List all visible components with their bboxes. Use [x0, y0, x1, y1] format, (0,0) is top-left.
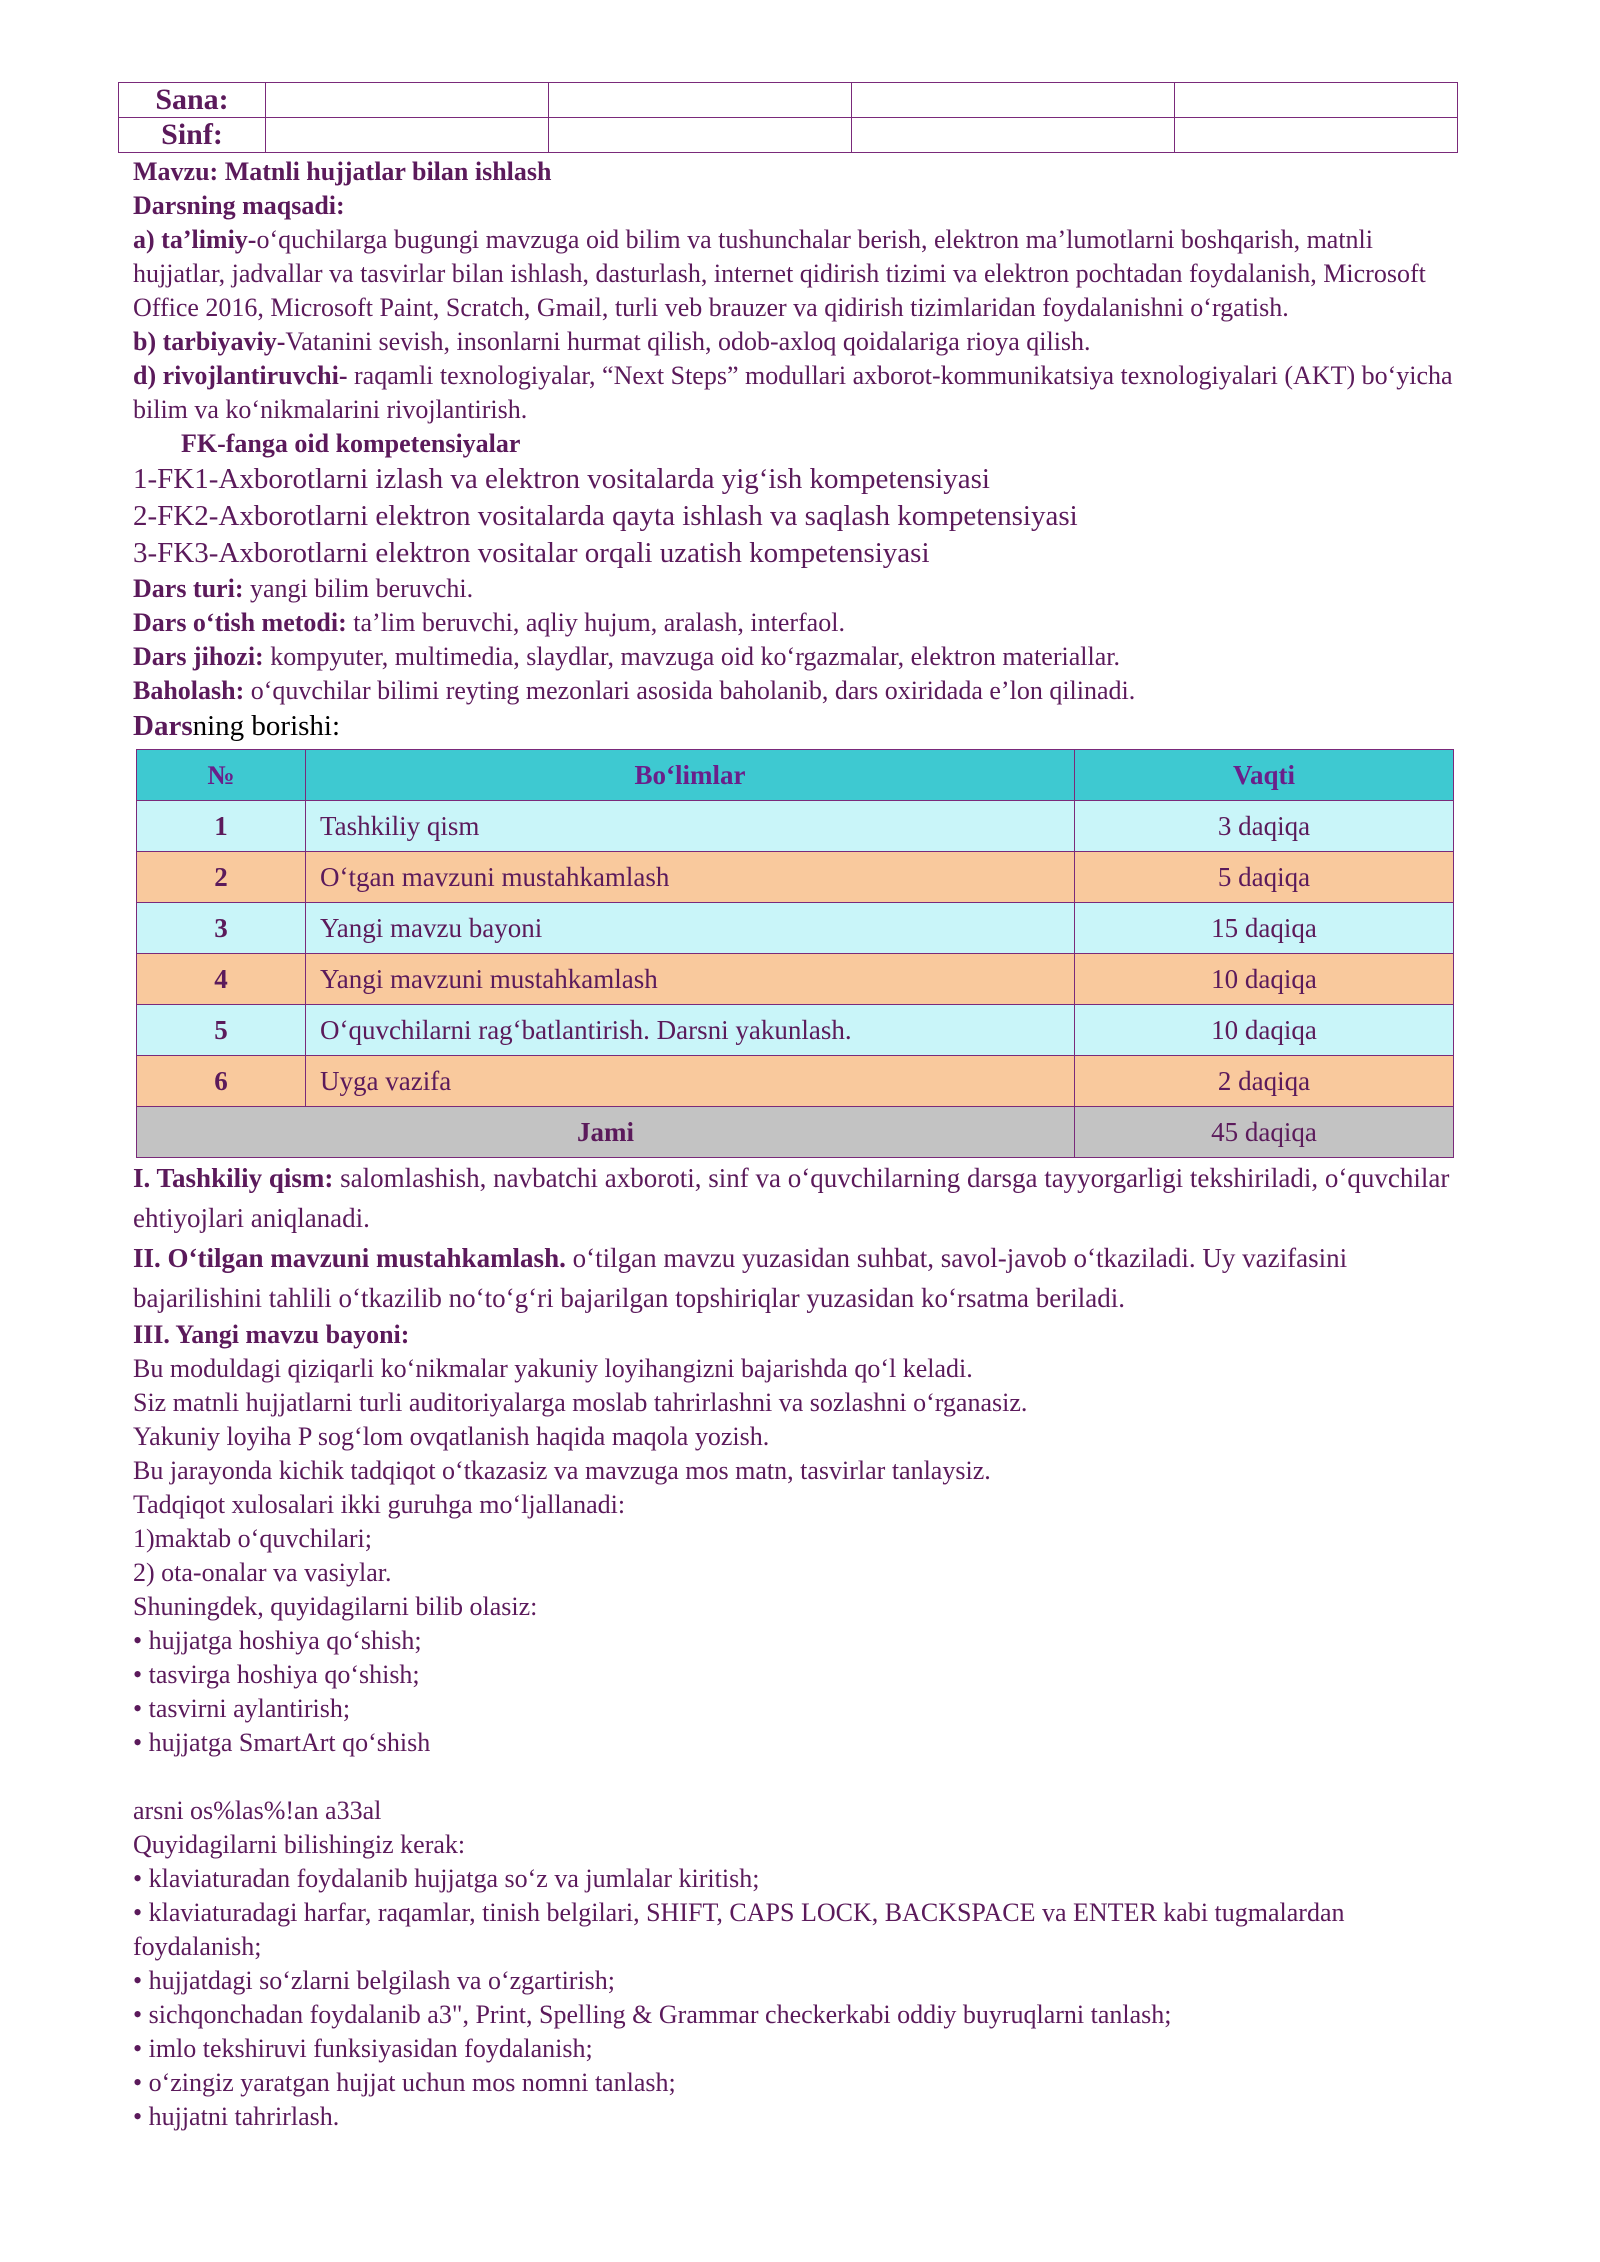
row-time: 2 daqiqa: [1075, 1056, 1454, 1107]
row-num: 4: [137, 954, 306, 1005]
section-2-label: II. O‘tilgan mavzuni mustahkamlash.: [133, 1243, 566, 1273]
text-line: Quyidagilarni bilishingiz kerak:: [133, 1830, 466, 1859]
text-line: • hujjatni tahrirlash.: [133, 2102, 340, 2131]
dars-jihozi-label: Dars jihozi:: [133, 642, 264, 671]
table-row: [137, 954, 1454, 1005]
sana-label: Sana:: [119, 83, 266, 118]
mavzu-line: [133, 155, 1463, 189]
sinf-cell: [266, 118, 549, 153]
text-line: Tadqiqot xulosalari ikki guruhga mo‘ljallanadi:: [133, 1490, 626, 1519]
row-section: Uyga vazifa: [306, 1056, 1075, 1107]
section-3-body: [133, 1352, 1463, 1760]
row-time: 5 daqiqa: [1075, 852, 1454, 903]
section-1: [133, 1158, 1463, 1238]
text-line: • klaviaturadagi harfar, raqamlar, tinish belgilari, SHIFT, CAPS LOCK, BACKSPACE va ENTER kabi tugmalardan foydalanish;: [133, 1898, 1345, 1961]
section-2: [133, 1238, 1463, 1318]
section-2-text: o‘tilgan mavzu yuzasidan suhbat, savol-javob o‘tkaziladi. Uy vazifasini bajarilishini tahlili o‘tkazilib no‘to‘g‘ri bajarilgan topshiriqlar yuzasidan ko‘rsatma beriladi.: [133, 1243, 1348, 1313]
baholash-text: o‘quvchilar bilimi reyting mezonlari asosida baholanib, dars oxiridada e’lon qilinadi.: [244, 676, 1136, 705]
sana-cell: [852, 83, 1175, 118]
table-row: [137, 801, 1454, 852]
dars-metodi-text: ta’lim beruvchi, aqliy hujum, aralash, interfaol.: [346, 608, 845, 637]
dars-jihozi-text: kompyuter, multimedia, slaydlar, mavzuga oid ko‘rgazmalar, elektron materiallar.: [263, 642, 1120, 671]
row-num: 2: [137, 852, 306, 903]
sinf-cell: [549, 118, 852, 153]
text-line: • imlo tekshiruvi funksiyasidan foydalanish;: [133, 2034, 593, 2063]
fk-item: 2-FK2-Axborotlarni elektron vositalarda qayta ishlash va saqlash kompetensiyasi: [133, 500, 1078, 532]
row-section: O‘quvchilarni rag‘batlantirish. Darsni yakunlash.: [306, 1005, 1075, 1056]
plan-header-row: [137, 750, 1454, 801]
row-time: 10 daqiqa: [1075, 954, 1454, 1005]
text-line: Siz matnli hujjatlarni turli auditoriyalarga moslab tahrirlashni va sozlashni o‘rganasiz.: [133, 1388, 1028, 1417]
text-line: 2) ota-onalar va vasiylar.: [133, 1558, 392, 1587]
maqsad-d: [133, 359, 1463, 427]
row-section: Yangi mavzu bayoni: [306, 903, 1075, 954]
plan-header-num: №: [137, 750, 306, 801]
table-row: [137, 852, 1454, 903]
table-row: [137, 1056, 1454, 1107]
total-label: Jami: [137, 1107, 1075, 1158]
text-line: • hujjatga hoshiya qo‘shish;: [133, 1626, 422, 1655]
dars-turi: [133, 572, 1463, 606]
sinf-cell: [852, 118, 1175, 153]
text-line: • hujjatdagi so‘zlarni belgilash va o‘zgartirish;: [133, 1966, 616, 1995]
plan-header-section: Bo‘limlar: [306, 750, 1075, 801]
row-num: 5: [137, 1005, 306, 1056]
text-line: • o‘zingiz yaratgan hujjat uchun mos nomni tanlash;: [133, 2068, 676, 2097]
text-line: Yakuniy loyiha P sog‘lom ovqatlanish haqida maqola yozish.: [133, 1422, 770, 1451]
row-time: 10 daqiqa: [1075, 1005, 1454, 1056]
row-section: Tashkiliy qism: [306, 801, 1075, 852]
row-section: O‘tgan mavzuni mustahkamlash: [306, 852, 1075, 903]
plan-header-time: Vaqti: [1075, 750, 1454, 801]
dars-turi-label: Dars turi:: [133, 574, 244, 603]
row-time: 15 daqiqa: [1075, 903, 1454, 954]
text-line: • tasvirni aylantirish;: [133, 1694, 351, 1723]
sana-cell: [1175, 83, 1458, 118]
text-line: arsni os%las%!an a33al: [133, 1796, 382, 1825]
row-num: 6: [137, 1056, 306, 1107]
maqsad-b: [133, 325, 1463, 359]
text-line: • sichqonchadan foydalanib a3", Print, Spelling & Grammar checkerkabi oddiy buyruqlarni tanlash;: [133, 2000, 1172, 2029]
table-row: [137, 903, 1454, 954]
maqsad-d-text: raqamli texnologiyalar, “Next Steps” modullari axborot-kommunikatsiya texnologiyalari (AKT) bo‘yicha bilim va ko‘nikmalarini rivojlantirish.: [133, 361, 1453, 424]
lesson-plan: [133, 155, 1463, 2134]
row-time: 3 daqiqa: [1075, 801, 1454, 852]
sana-cell: [549, 83, 852, 118]
borishi-bold: Dars: [133, 710, 193, 742]
row-section: Yangi mavzuni mustahkamlash: [306, 954, 1075, 1005]
text-line: 1)maktab o‘quvchilari;: [133, 1524, 372, 1553]
dars-jihozi: [133, 640, 1463, 674]
mavzu-text: Matnli hujjatlar bilan ishlash: [218, 157, 552, 186]
sinf-label: Sinf:: [119, 118, 266, 153]
fk-item: 1-FK1-Axborotlarni izlash va elektron vositalarda yig‘ish kompetensiyasi: [133, 463, 990, 495]
plan-total-row: [137, 1107, 1454, 1158]
header-table: [118, 82, 1458, 153]
section-4-body: [133, 1794, 1463, 2134]
maqsad-title: Darsning maqsadi:: [133, 191, 345, 220]
baholash: [133, 674, 1463, 708]
maqsad-b-label: b) tarbiyaviy-: [133, 327, 286, 356]
baholash-label: Baholash:: [133, 676, 245, 705]
text-line: • hujjatga SmartArt qo‘shish: [133, 1728, 431, 1757]
section-1-text: salomlashish, navbatchi axboroti, sinf va o‘quvchilarning darsga tayyorgarligi tekshiriladi, o‘quvchilar ehtiyojlari aniqlanadi.: [133, 1163, 1450, 1233]
fk-title: FK-fanga oid kompetensiyalar: [181, 429, 521, 458]
borishi-title: [133, 708, 1463, 745]
table-row: [137, 1005, 1454, 1056]
fk-item: 3-FK3-Axborotlarni elektron vositalar orqali uzatish kompetensiyasi: [133, 537, 930, 569]
dars-metodi-label: Dars o‘tish metodi:: [133, 608, 347, 637]
maqsad-a-label: a) ta’limiy-: [133, 225, 257, 254]
text-line: • tasvirga hoshiya qo‘shish;: [133, 1660, 420, 1689]
sinf-cell: [1175, 118, 1458, 153]
section-3-title: III. Yangi mavzu bayoni:: [133, 1320, 410, 1349]
borishi-rest: ning borishi:: [192, 710, 341, 742]
text-line: • klaviaturadan foydalanib hujjatga so‘z va jumlalar kiritish;: [133, 1864, 760, 1893]
dars-turi-text: yangi bilim beruvchi.: [243, 574, 474, 603]
maqsad-b-text: Vatanini sevish, insonlarni hurmat qilish, odob-axloq qoidalariga rioya qilish.: [285, 327, 1091, 356]
maqsad-a: [133, 223, 1463, 325]
sana-cell: [266, 83, 549, 118]
text-line: Bu jarayonda kichik tadqiqot o‘tkazasiz va mavzuga mos matn, tasvirlar tanlaysiz.: [133, 1456, 991, 1485]
row-num: 3: [137, 903, 306, 954]
maqsad-d-label: d) rivojlantiruvchi-: [133, 361, 348, 390]
text-line: Bu moduldagi qiziqarli ko‘nikmalar yakuniy loyihangizni bajarishda qo‘l keladi.: [133, 1354, 973, 1383]
text-line: Shuningdek, quyidagilarni bilib olasiz:: [133, 1592, 538, 1621]
row-num: 1: [137, 801, 306, 852]
dars-metodi: [133, 606, 1463, 640]
total-time: 45 daqiqa: [1075, 1107, 1454, 1158]
maqsad-a-text: o‘quchilarga bugungi mavzuga oid bilim va tushunchalar berish, elektron ma’lumotlarni boshqarish, matnli hujjatlar, jadvallar va tasvirlar bilan ishlash, dasturlash, internet qidirish tizimi va elektron pochtadan foydalanish, Microsoft Office 2016, Microsoft Paint, Scratch, Gmail, turli veb brauzer va qidirish tizimlaridan foydalanishni o‘rgatish.: [133, 225, 1426, 322]
mavzu-label: Mavzu:: [133, 157, 219, 186]
section-1-label: I. Tashkiliy qism:: [133, 1163, 334, 1193]
plan-table: [136, 749, 1454, 1158]
